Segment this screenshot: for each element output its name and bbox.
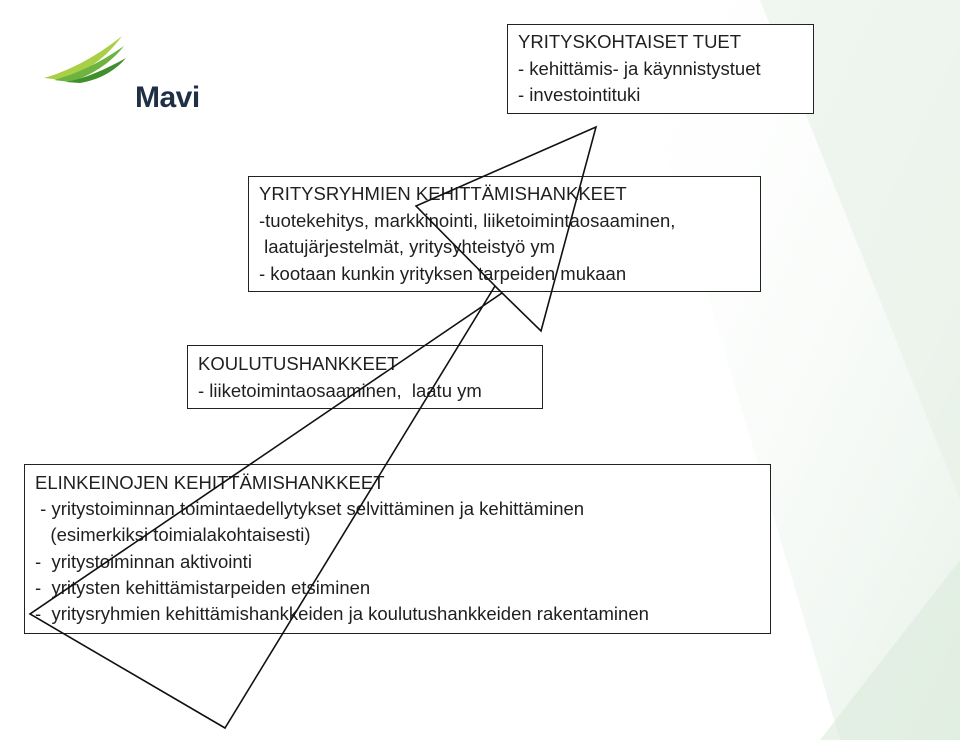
box-line: - yritystoiminnan aktivointi [35, 550, 252, 572]
logo-text: Mavi [135, 81, 200, 114]
box-yritysryhmien-kehittamishankkeet [248, 176, 761, 292]
box-line: - investointituki [518, 84, 641, 105]
box-title: YRITYSRYHMIEN KEHITTÄMISHANKKEET [259, 183, 627, 204]
box-line: - yritystoiminnan toimintaedellytykset selvittäminen ja kehittäminen [35, 498, 585, 520]
box-line: (esimerkiksi toimialakohtaisesti) [35, 524, 311, 546]
box-line: - kootaan kunkin yrityksen tarpeiden mukaan [259, 262, 627, 284]
mavi-logo [40, 32, 200, 114]
box-title: ELINKEINOJEN KEHITTÄMISHANKKEET [35, 472, 385, 493]
box-elinkeinojen-kehittamishankkeet [24, 464, 771, 634]
box-yrityskohtaiset-tuet [507, 24, 814, 114]
green-swoosh-logo-icon [40, 32, 200, 88]
box-line: laatujärjestelmät, yritysyhteistyö ym [259, 236, 556, 257]
box-line: - yritysryhmien kehittämishankkeiden ja koulutushankkeiden rakentaminen [35, 603, 649, 625]
box-title: KOULUTUSHANKKEET [198, 353, 399, 374]
box-line: - yritysten kehittämistarpeiden etsiminen [35, 576, 371, 598]
box-line: - liiketoimintaosaaminen, laatu ym [198, 379, 482, 401]
box-koulutushankkeet [187, 345, 543, 409]
box-title: YRITYSKOHTAISET TUET [518, 31, 742, 52]
box-line: -tuotekehitys, markkinointi, liiketoimintaosaaminen, [259, 209, 676, 231]
box-line: - kehittämis- ja käynnistystuet [518, 57, 761, 79]
